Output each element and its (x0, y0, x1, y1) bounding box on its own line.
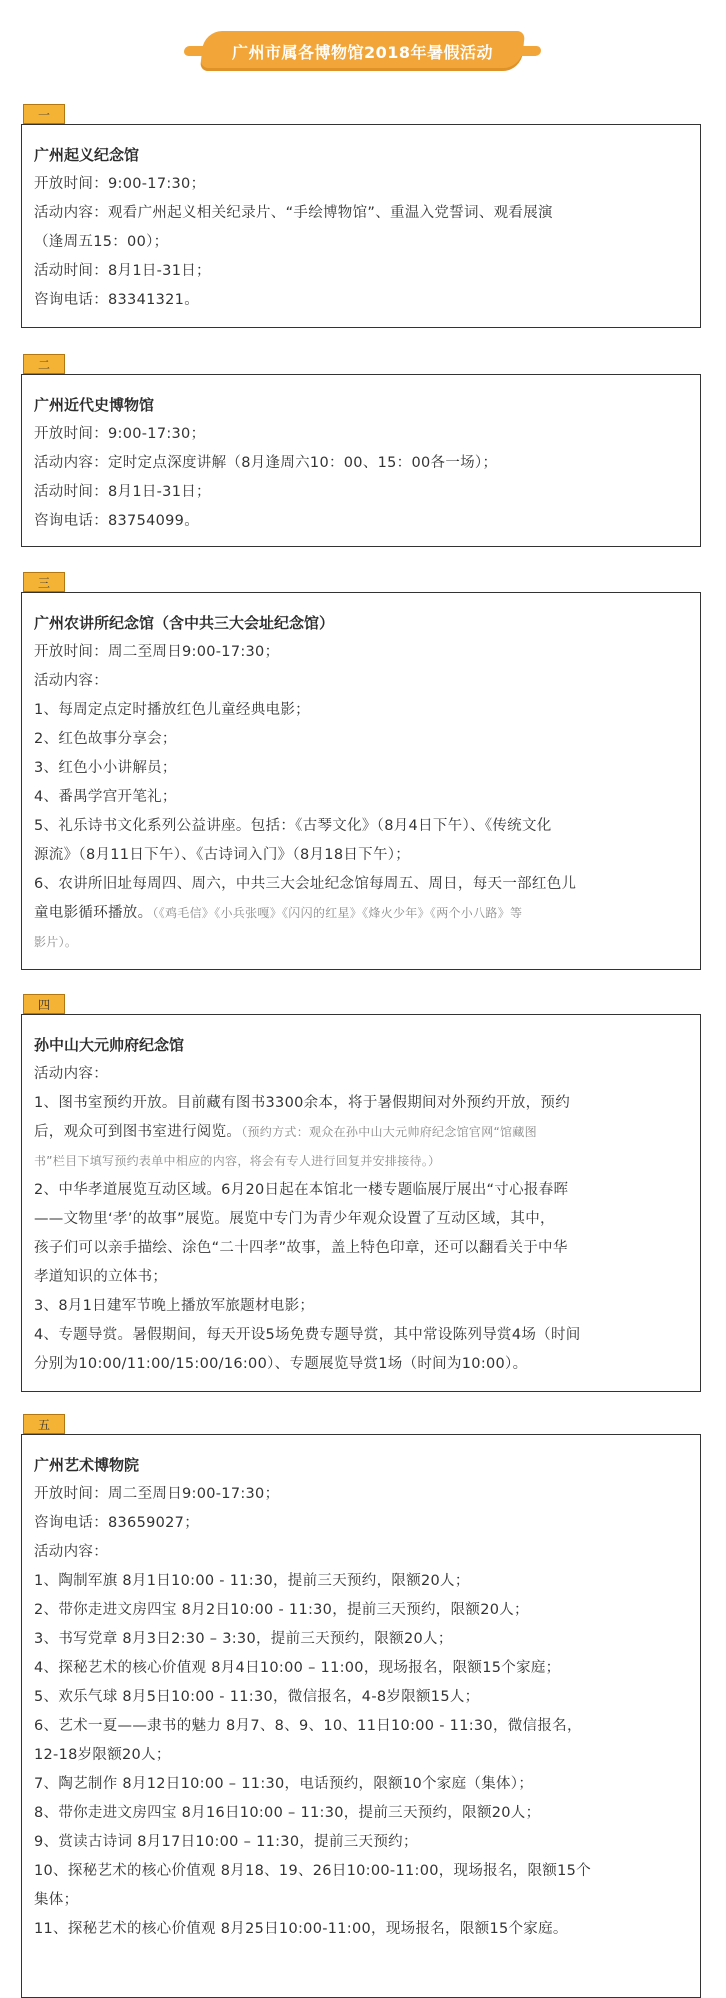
info-line (34, 1118, 688, 1147)
info-line: 咨询电话：83341321。 (34, 292, 200, 308)
info-line: 11、探秘艺术的核心价值观 8月25日10:00-11:00，现场报名，限额15个家庭。 (34, 1921, 568, 1937)
museum-title: 孙中山大元帅府纪念馆 (34, 1036, 185, 1054)
info-line: 8、带你走进文房四宝 8月16日10:00 – 11:30，提前三天预约，限额20人； (34, 1805, 541, 1821)
info-line (34, 1147, 688, 1176)
info-line: 活动内容： (34, 673, 108, 689)
info-line: 3、8月1日建军节晚上播放军旅题材电影； (34, 1298, 315, 1314)
info-line: （逢周五15：00）； (34, 234, 169, 250)
info-line: 6、艺术一夏——隶书的魅力 8月7、8、9、10、11日10:00 - 11:30，微信报名， (34, 1718, 582, 1734)
info-line (34, 928, 688, 957)
museum-info-box (21, 374, 701, 547)
section-number-tab: 五 (23, 1414, 65, 1434)
page-title: 广州市属各博物馆2018年暑假活动 (232, 42, 494, 62)
film-list-note-end: 影片）。 (34, 935, 78, 949)
info-line: 咨询电话：83659027； (34, 1515, 200, 1531)
info-line: ——文物里‘孝’的故事”展览。展览中专门为青少年观众设置了互动区域，其中， (34, 1211, 555, 1227)
info-line: 活动内容： (34, 1066, 108, 1082)
info-line: 开放时间：9:00-17:30； (34, 426, 206, 442)
header-banner (0, 28, 726, 74)
info-line: 集体； (34, 1892, 79, 1908)
info-line: 5、欢乐气球 8月5日10:00 - 11:30，微信报名，4-8岁限额15人； (34, 1689, 480, 1705)
info-line: 开放时间：9:00-17:30； (34, 176, 206, 192)
museum-info-box (21, 124, 701, 328)
film-list-note: （《鸡毛信》《小兵张嘎》《闪闪的红星》《烽火少年》《两个小八路》等 (152, 906, 523, 920)
info-line: 开放时间：周二至周日9:00-17:30； (34, 644, 280, 660)
section-number-tab: 二 (23, 354, 65, 374)
booking-method-note: （预约方式：观众在孙中山大元帅府纪念馆官网“馆藏图 (241, 1125, 537, 1139)
info-line: 1、图书室预约开放。目前藏有图书3300余本，将于暑假期间对外预约开放，预约 (34, 1095, 571, 1111)
info-line: 3、红色小小讲解员； (34, 760, 177, 776)
info-line: 1、陶制军旗 8月1日10:00 - 11:30，提前三天预约，限额20人； (34, 1573, 470, 1589)
info-line: 9、赏读古诗词 8月17日10:00 – 11:30，提前三天预约； (34, 1834, 418, 1850)
info-line: 孩子们可以亲手描绘、涂色“二十四孝”故事，盖上特色印章，还可以翻看关于中华 (34, 1240, 568, 1256)
info-line: 活动时间：8月1日-31日； (34, 263, 211, 279)
info-line: 7、陶艺制作 8月12日10:00 – 11:30，电话预约，限额10个家庭（集体）； (34, 1776, 534, 1792)
info-line: 5、礼乐诗书文化系列公益讲座。包括：《古琴文化》（8月4日下午）、《传统文化 (34, 818, 552, 834)
info-line: 源流》（8月11日下午）、《古诗词入门》（8月18日下午）； (34, 847, 411, 863)
info-line: 4、专题导赏。暑假期间，每天开设5场免费专题导赏，其中常设陈列导赏4场（时间 (34, 1327, 581, 1343)
museum-info-box (21, 592, 701, 970)
info-line: 孝道知识的立体书； (34, 1269, 168, 1285)
info-line: 3、书写党章 8月3日2:30 – 3:30，提前三天预约，限额20人； (34, 1631, 453, 1647)
info-line: 咨询电话：83754099。 (34, 513, 200, 529)
museum-info-box (21, 1434, 701, 1998)
info-line: 活动时间：8月1日-31日； (34, 484, 211, 500)
museum-info-box (21, 1014, 701, 1392)
info-line: 4、番禺学宫开笔礼； (34, 789, 177, 805)
info-line (34, 899, 688, 928)
info-line: 2、红色故事分享会； (34, 731, 177, 747)
info-line: 4、探秘艺术的核心价值观 8月4日10:00 – 11:00，现场报名，限额15个家庭； (34, 1660, 561, 1676)
info-line: 6、农讲所旧址每周四、周六，中共三大会址纪念馆每周五、周日，每天一部红色儿 (34, 876, 577, 892)
info-line: 分别为10:00/11:00/15:00/16:00）、专题展览导赏1场（时间为10:00）。 (34, 1356, 528, 1372)
info-line: 开放时间：周二至周日9:00-17:30； (34, 1486, 280, 1502)
museum-title: 广州起义纪念馆 (34, 146, 140, 164)
banner-ribbon (200, 31, 525, 71)
section-number-tab: 三 (23, 572, 65, 592)
info-line: 活动内容： (34, 1544, 108, 1560)
info-line: 活动内容：观看广州起义相关纪录片、“手绘博物馆”、重温入党誓词、观看展演 (34, 205, 553, 221)
museum-title: 广州农讲所纪念馆（含中共三大会址纪念馆） (34, 614, 335, 632)
section-number-tab: 四 (23, 994, 65, 1014)
info-line: 10、探秘艺术的核心价值观 8月18、19、26日10:00-11:00，现场报名，限额15个 (34, 1863, 591, 1879)
info-text: 童电影循环播放。 (34, 905, 153, 921)
info-line: 2、带你走进文房四宝 8月2日10:00 - 11:30，提前三天预约，限额20人； (34, 1602, 529, 1618)
info-line: 2、中华孝道展览互动区域。6月20日起在本馆北一楼专题临展厅展出“寸心报春晖 (34, 1182, 569, 1198)
museum-title: 广州近代史博物馆 (34, 396, 155, 414)
section-number-tab: 一 (23, 104, 65, 124)
info-line: 活动内容：定时定点深度讲解（8月逢周六10：00、15：00各一场）； (34, 455, 498, 471)
info-line: 1、每周定点定时播放红色儿童经典电影； (34, 702, 310, 718)
info-line: 12-18岁限额20人； (34, 1747, 171, 1763)
info-text: 后，观众可到图书室进行阅览。 (34, 1124, 242, 1140)
museum-title: 广州艺术博物院 (34, 1456, 140, 1474)
booking-method-note-end: 书”栏目下填写预约表单中相应的内容，将会有专人进行回复并安排接待。） (34, 1154, 441, 1168)
